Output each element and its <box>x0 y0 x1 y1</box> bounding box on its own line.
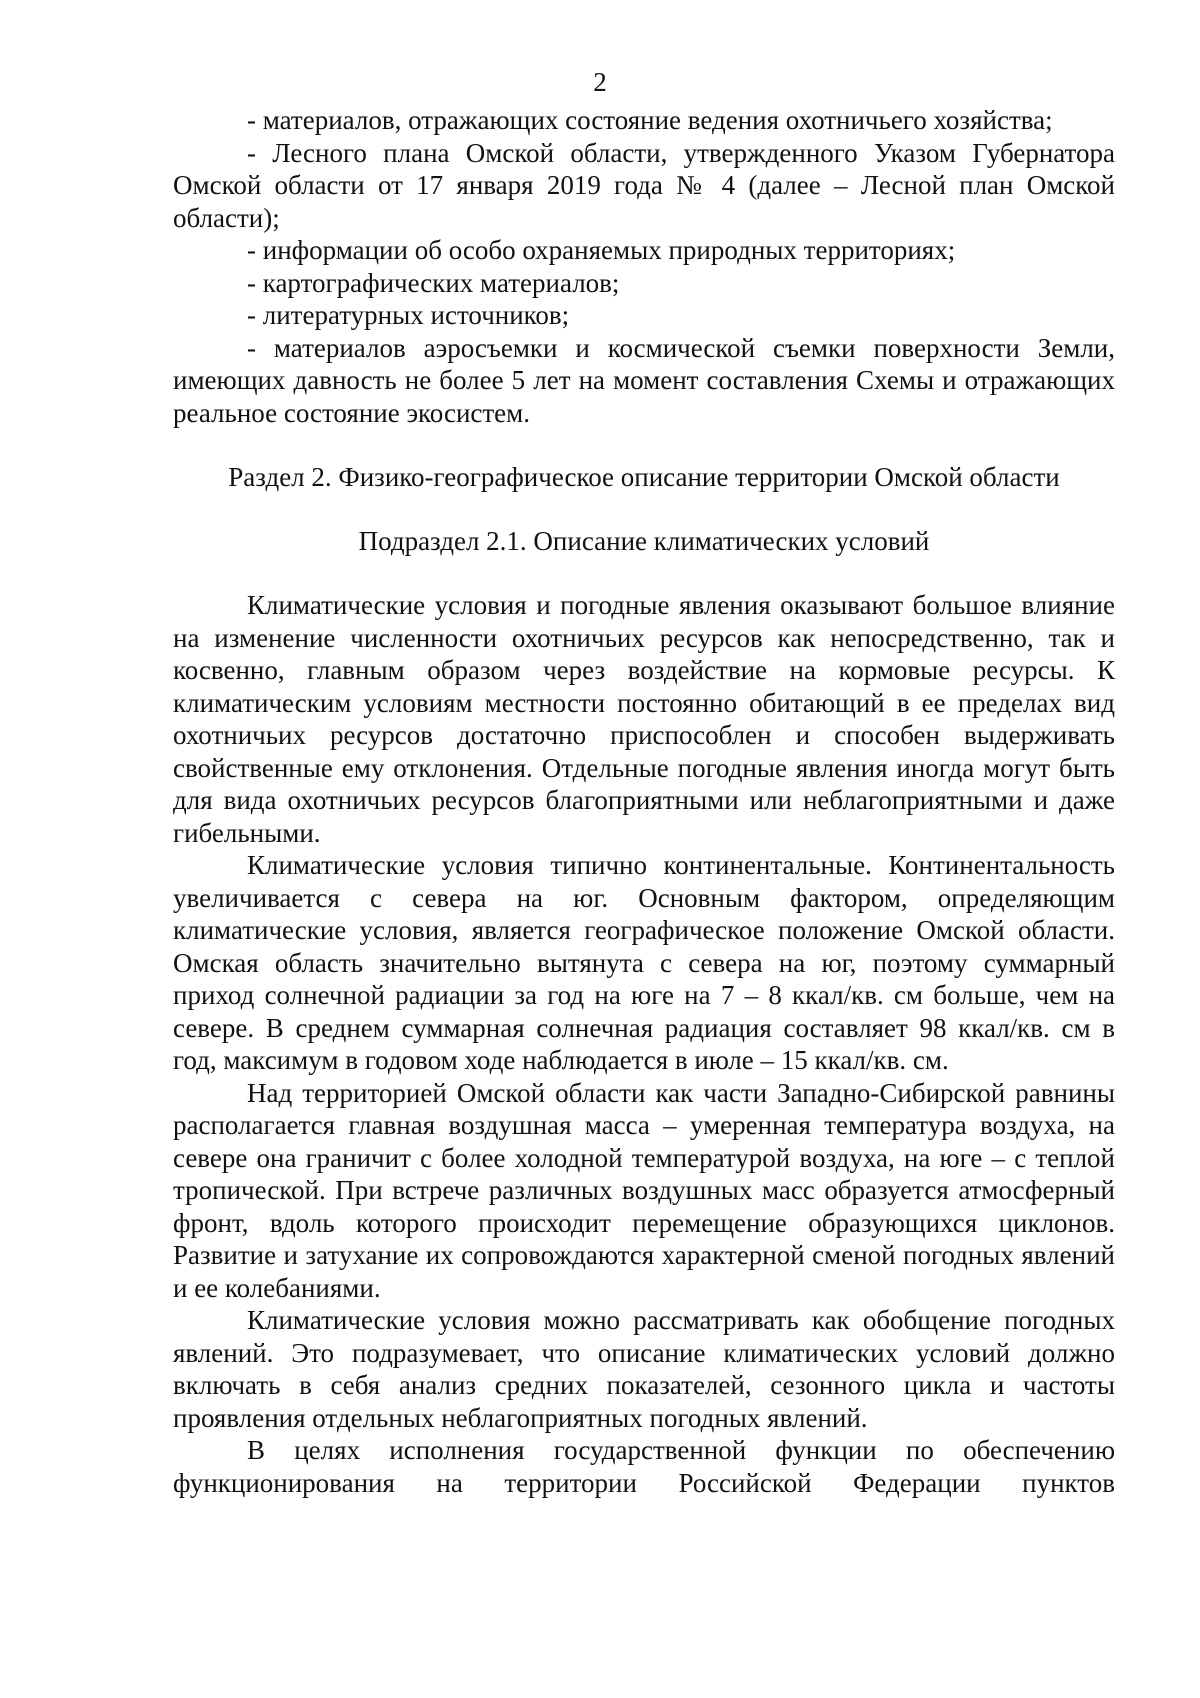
document-body <box>173 104 1115 1499</box>
source-list <box>173 104 1115 429</box>
list-item: - материалов аэросъемки и космической съемки поверхности Земли, имеющих давность не более 5 лет на момент составления Схемы и отражающих реальное состояние экосистем. <box>173 332 1115 428</box>
paragraph: Климатические условия типично континентальные. Континентальность увеличивается с севера на юг. Основным фактором, определяющим климатические условия, является географическое положение Омской области. Омская область значительно вытянута с севера на юг, поэтому суммарный приход солнечной радиации за год на юге на 7 – 8 ккал/кв. см больше, чем на севере. В среднем суммарная солнечная радиация составляет 98 ккал/кв. см в год, максимум в годовом ходе наблюдается в июле – 15 ккал/кв. см. <box>173 850 1115 1075</box>
subsection-heading: Подраздел 2.1. Описание климатических условий <box>358 526 930 556</box>
list-item: - литературных источников; <box>247 300 570 330</box>
list-item: - Лесного плана Омской области, утвержденного Указом Губернатора Омской области от 17 января 2019 года № 4 (далее – Лесной план Омской области); <box>173 137 1115 233</box>
page-number: 2 <box>593 67 607 97</box>
paragraph: Климатические условия и погодные явления оказывают большое влияние на изменение численности охотничьих ресурсов как непосредственно, так и косвенно, главным образом через воздействие на кормовые ресурсы. К климатическим условиям местности постоянно обитающий в ее пределах вид охотничьих ресурсов достаточно приспособлен и способен выдерживать свойственные ему отклонения. Отдельные погодные явления иногда могут быть для вида охотничьих ресурсов благоприятными или неблагоприятными и даже гибельными. <box>173 590 1115 848</box>
paragraph: В целях исполнения государственной функции по обеспечению функционирования на территории Российской Федерации пунктов <box>173 1435 1115 1498</box>
section-heading: Раздел 2. Физико-географическое описание территории Омской области <box>228 462 1060 492</box>
paragraph: Климатические условия можно рассматривать как обобщение погодных явлений. Это подразумевает, что описание климатических условий должно включать в себя анализ средних показателей, сезонного цикла и частоты проявления отдельных неблагоприятных погодных явлений. <box>173 1305 1115 1433</box>
list-item: - информации об особо охраняемых природных территориях; <box>247 235 956 265</box>
list-item: - материалов, отражающих состояние ведения охотничьего хозяйства; <box>247 105 1053 135</box>
body-text <box>173 589 1115 1499</box>
list-item: - картографических материалов; <box>247 267 620 298</box>
paragraph: Над территорией Омской области как части Западно-Сибирской равнины располагается главная воздушная масса – умеренная температура воздуха, на севере она граничит с более холодной температурой воздуха, на юге – с теплой тропической. При встрече различных воздушных масс образуется атмосферный фронт, вдоль которого происходит перемещение образующихся циклонов. Развитие и затухание их сопровождаются характерной сменой погодных явлений и ее колебаниями. <box>173 1077 1115 1303</box>
